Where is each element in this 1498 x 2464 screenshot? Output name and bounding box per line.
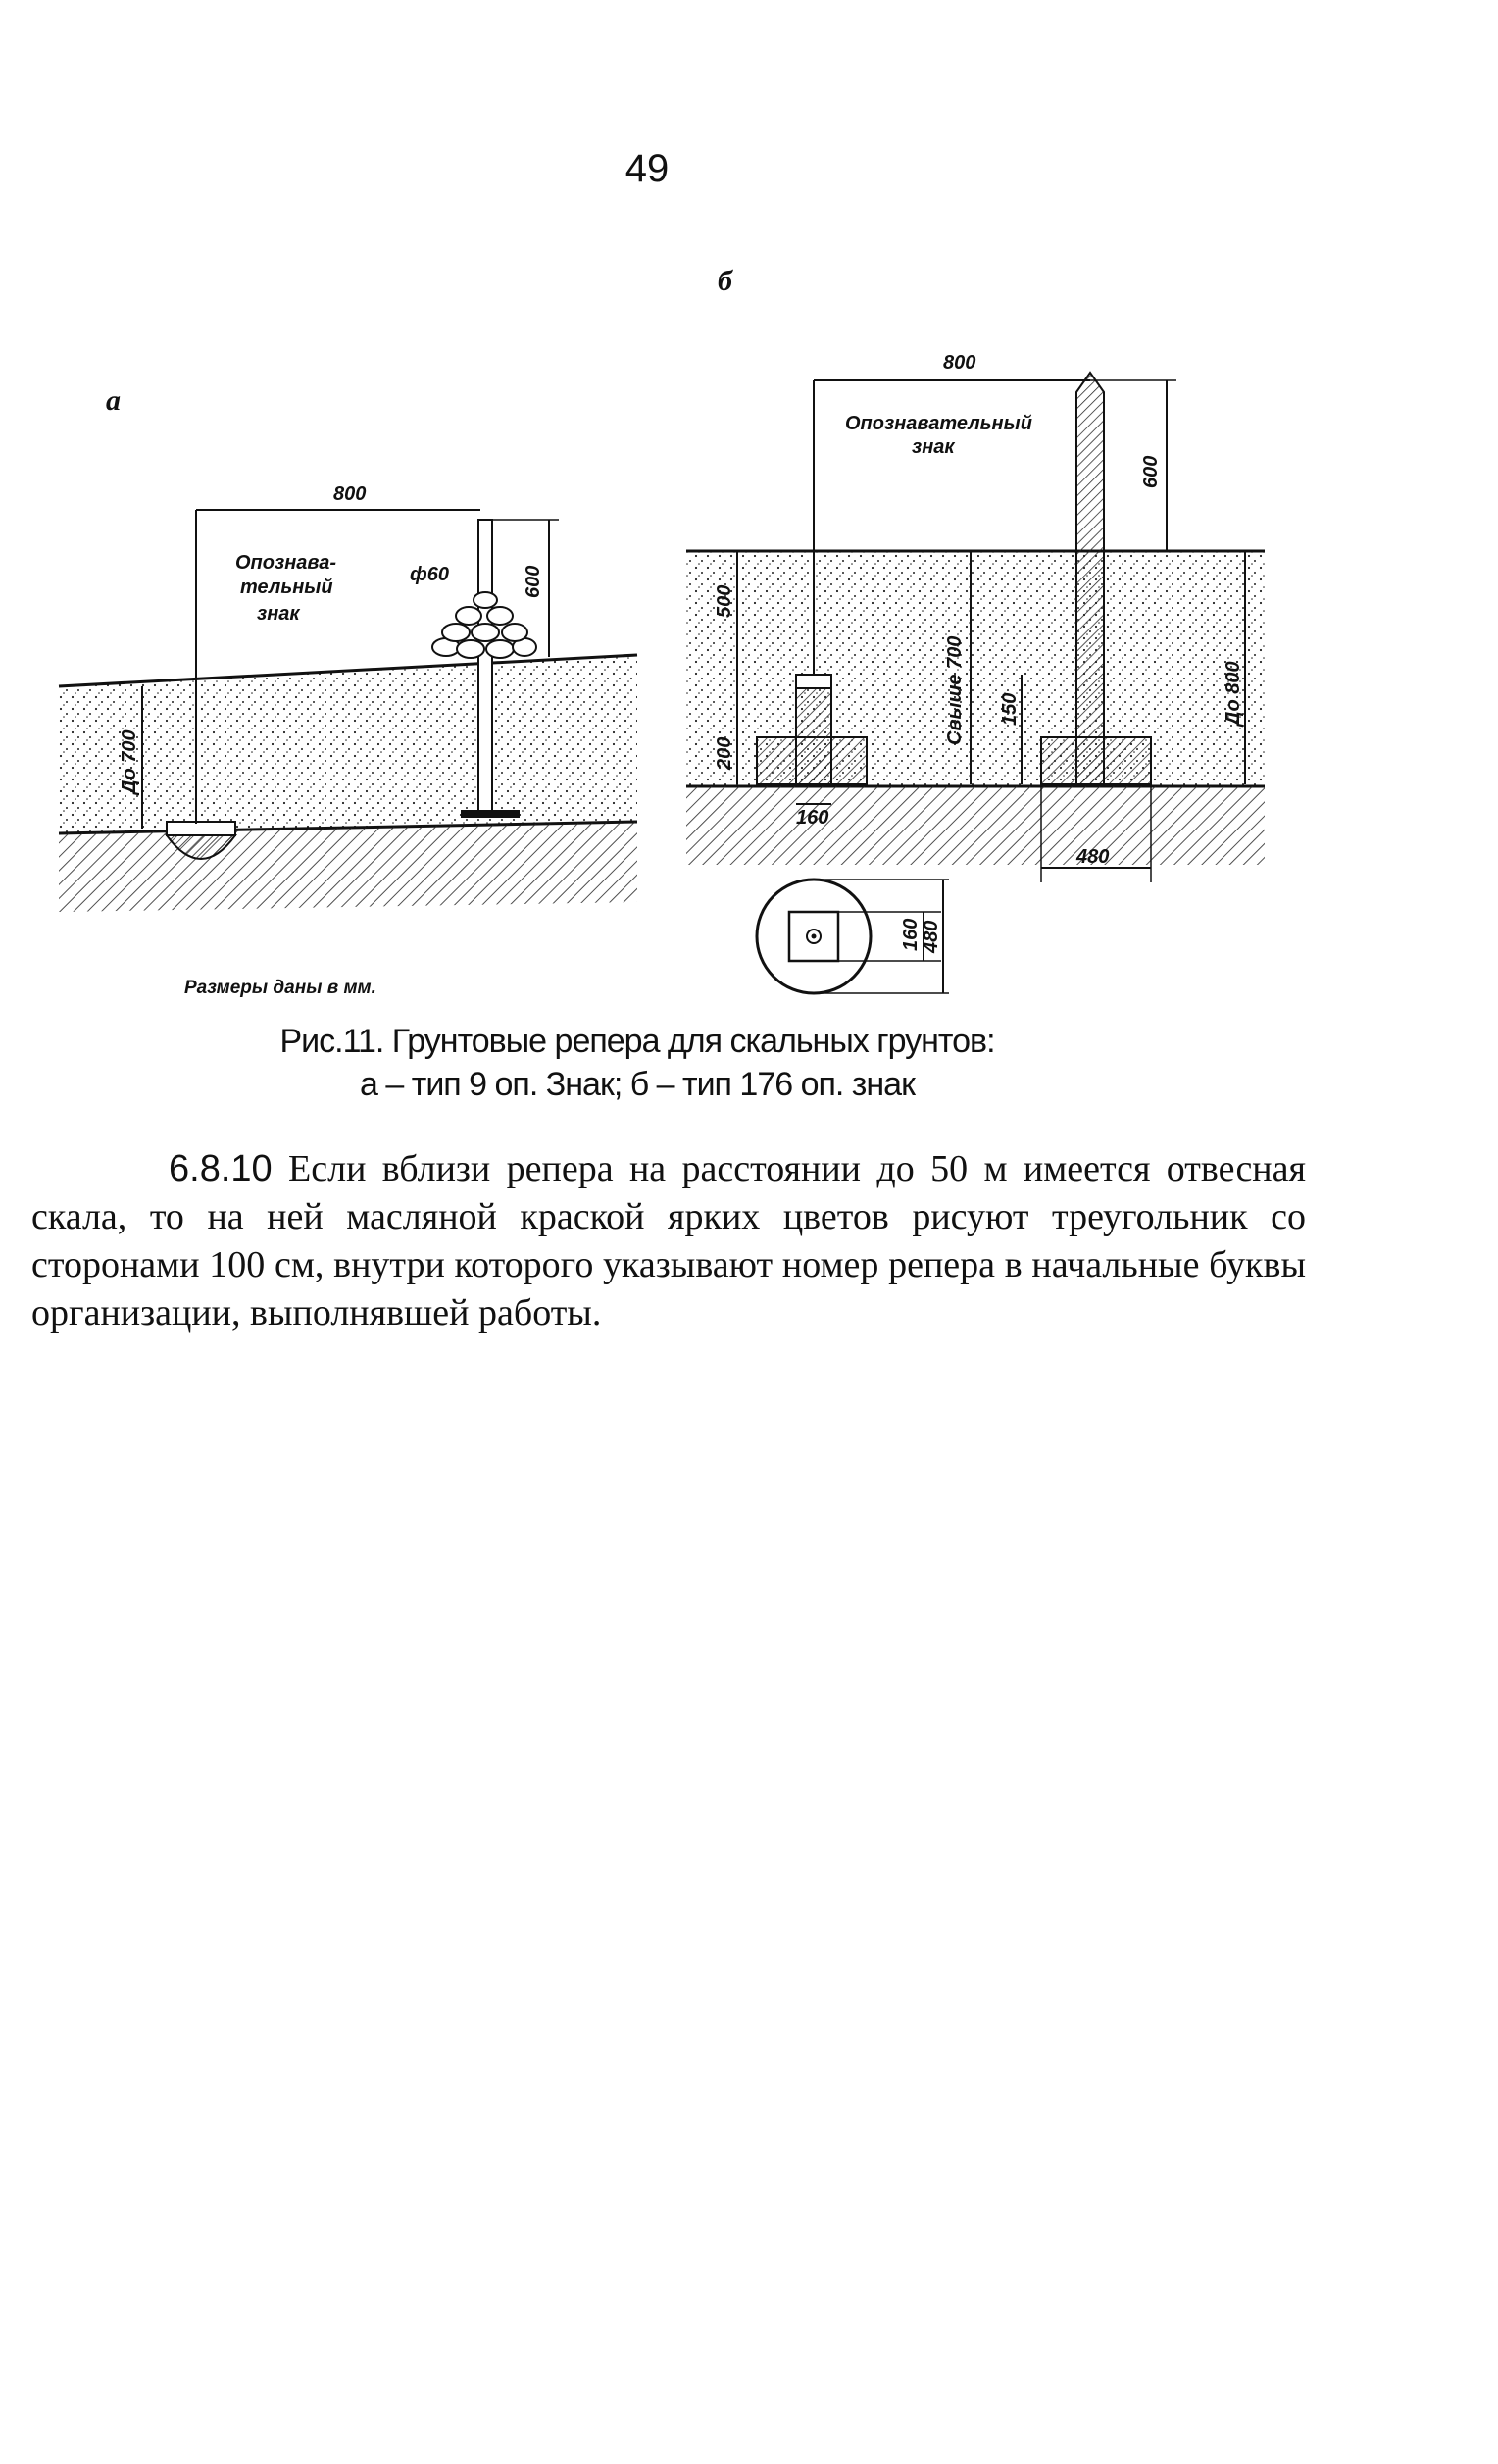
figure-b xyxy=(686,265,1265,993)
figure-a-dim-depth: До 700 xyxy=(119,729,140,794)
figure-b-sign-label-2: знак xyxy=(912,436,955,458)
figure-a-sign-label-3: знак xyxy=(257,603,300,625)
figure-a-letter: а xyxy=(106,384,121,417)
figure-b-plan-dim-160: 160 xyxy=(900,918,922,951)
paragraph-6-8-10 xyxy=(31,1145,1306,1337)
figure-b-dim-200: 200 xyxy=(714,736,735,770)
figure-a-sign-label-2: тельный xyxy=(240,577,333,598)
figure-b-dim-600: 600 xyxy=(1140,455,1162,488)
paragraph-number: 6.8.10 xyxy=(169,1148,273,1189)
figure-a-dim-600: 600 xyxy=(523,565,544,598)
figure-b-dim-800: 800 xyxy=(943,352,976,374)
caption-line-2: а – тип 9 оп. Знак; б – тип 176 оп. знак xyxy=(360,1066,915,1103)
figure-a-pipe-label: ф60 xyxy=(410,564,449,585)
figure-b-dim-over700: Свыше 700 xyxy=(944,635,966,745)
figure-b-letter: б xyxy=(718,265,732,297)
caption-line-1: Рис.11. Грунтовые репера для скальных грунтов: xyxy=(279,1023,995,1060)
figure-a-dim-800: 800 xyxy=(333,483,367,505)
figure-b-dim-480: 480 xyxy=(1076,846,1110,868)
page-number: 49 xyxy=(624,147,670,190)
figure-b-dim-160: 160 xyxy=(796,807,829,829)
figure-caption xyxy=(167,1020,1108,1106)
paragraph-text: Если вблизи репера на расстоянии до 50 м имеется отвесная скала, то на ней масляной краской ярких цветов рисуют треугольник со сторонами 100 см, внутри которого указывают номер репера в начальные буквы организации, выполнявшей работы. xyxy=(31,1148,1306,1333)
figure-b-dim-500: 500 xyxy=(714,584,735,618)
figure-b-sign-label-1: Опознавательный xyxy=(845,413,1032,434)
figure-drawing xyxy=(0,0,1498,1010)
figure-b-plan-dim-480: 480 xyxy=(921,920,942,953)
figure-b-dim-800-depth: До 800 xyxy=(1223,661,1244,726)
figure-a-note: Размеры даны в мм. xyxy=(184,978,376,998)
figure-a xyxy=(59,384,637,998)
figure-b-dim-150: 150 xyxy=(999,692,1021,726)
figure-a-sign-label-1: Опознава- xyxy=(235,552,336,574)
